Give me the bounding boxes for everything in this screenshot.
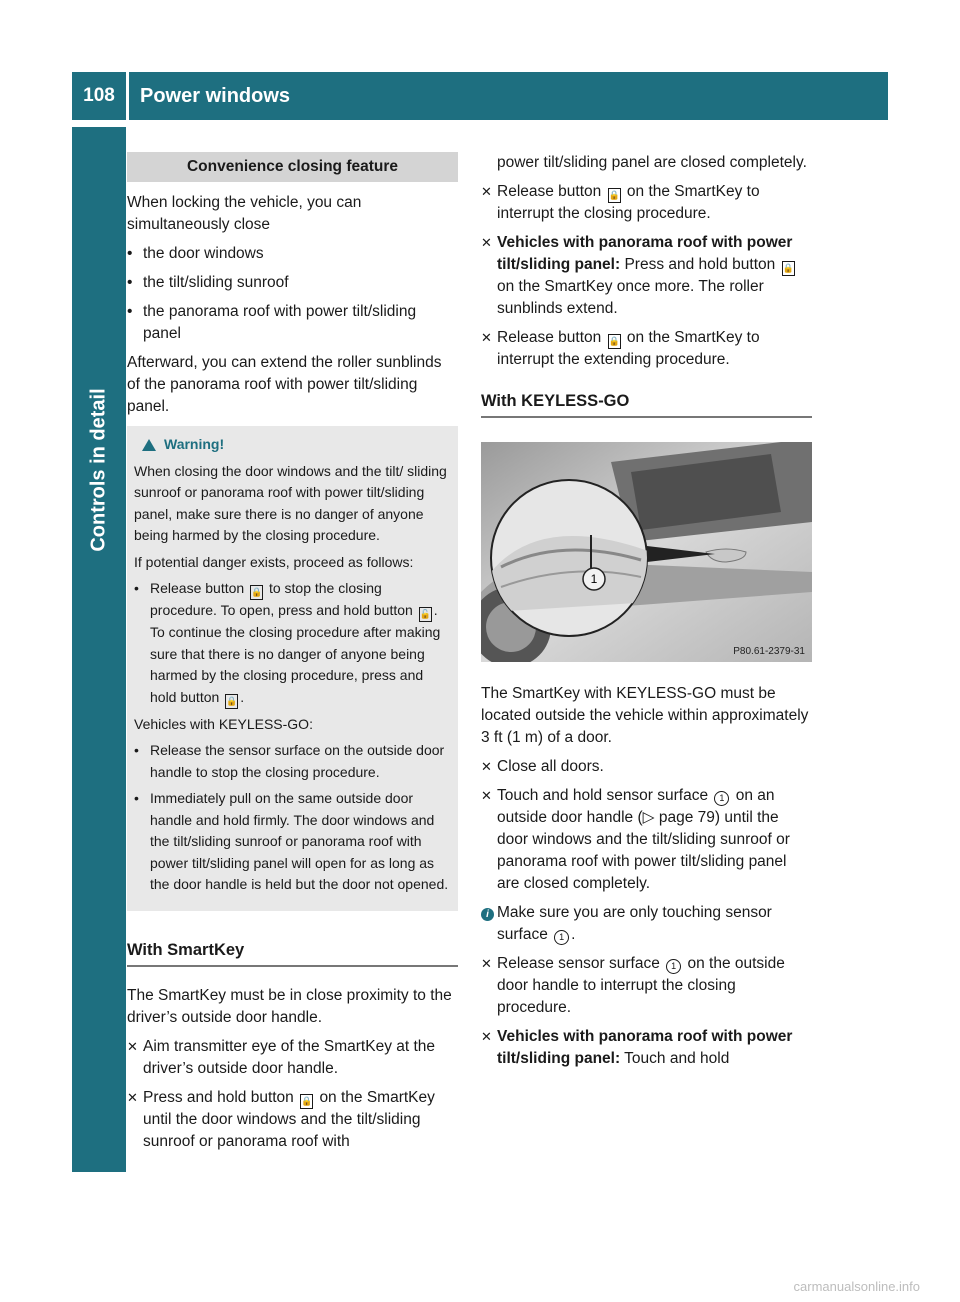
step-item: ✕ Close all doors. xyxy=(481,756,812,778)
convenience-intro: When locking the vehicle, you can simultaneously close xyxy=(127,194,362,233)
list-item: • the door windows xyxy=(127,245,264,262)
page-title: Power windows xyxy=(140,85,291,107)
keyless-intro: The SmartKey with KEYLESS-GO must be located outside the vehicle within approximately 3 ft (1 m) of a door. xyxy=(481,685,809,746)
side-label: Controls in detail xyxy=(87,388,110,552)
arrow-step-icon: ✕ xyxy=(127,1038,138,1054)
info-icon: i xyxy=(481,908,494,921)
callout-1-icon: 1 xyxy=(714,791,729,806)
callout-1-icon: 1 xyxy=(554,930,569,945)
section-heading-smartkey: With SmartKey xyxy=(127,939,458,967)
photo-code: P80.61-2379-31 xyxy=(733,646,805,657)
section-heading-convenience: Convenience closing feature xyxy=(127,152,458,182)
continuation-text: power tilt/sliding panel are closed completely. xyxy=(497,154,807,171)
step-item: ✕ Release button 🔒 on the SmartKey to interrupt the extending procedure. xyxy=(481,327,812,371)
arrow-step-icon: ✕ xyxy=(127,1089,138,1105)
list-item: • the panorama roof with power tilt/sliding panel xyxy=(127,303,417,342)
page-number: 108 xyxy=(83,85,115,106)
step-item: ✕ Release sensor surface 1 on the outside door handle to interrupt the closing procedure. xyxy=(481,953,812,1019)
step-item: ✕ Vehicles with panorama roof with power tilt/sliding panel: Press and hold button 🔒 on the SmartKey once more. The roller sunblinds extend. xyxy=(481,232,812,320)
lock-icon: 🔒 xyxy=(300,1094,313,1109)
side-tab xyxy=(72,127,126,1172)
step-item: ✕ Release button 🔒 on the SmartKey to interrupt the closing procedure. xyxy=(481,181,812,225)
unlock-icon: 🔓 xyxy=(419,607,432,622)
list-item: • Release the sensor surface on the outside door handle to stop the closing procedure. xyxy=(134,742,445,780)
lock-icon: 🔒 xyxy=(608,334,621,349)
right-column xyxy=(481,152,812,1077)
arrow-step-icon: ✕ xyxy=(481,1029,492,1044)
list-item: • the tilt/sliding sunroof xyxy=(127,274,289,291)
arrow-step-icon: ✕ xyxy=(481,184,492,199)
callout-1-icon: 1 xyxy=(666,959,681,974)
arrow-step-icon: ✕ xyxy=(481,759,492,774)
section-heading-keyless: With KEYLESS-GO xyxy=(481,390,812,418)
lock-icon: 🔒 xyxy=(225,694,238,709)
smartkey-intro: The SmartKey must be in close proximity to the driver’s outside door handle. xyxy=(127,986,452,1026)
left-column xyxy=(127,152,458,1160)
lock-icon: 🔒 xyxy=(250,585,263,600)
convenience-after: Afterward, you can extend the roller sunblinds of the panorama roof with power tilt/sliding panel. xyxy=(127,354,442,415)
warning-paragraph: If potential danger exists, proceed as follows: xyxy=(134,553,414,570)
step-item: ✕ Aim transmitter eye of the SmartKey at the driver’s outside door handle. xyxy=(127,1036,458,1080)
step-item: ✕ Touch and hold sensor surface 1 on an outside door handle (▷ page 79) until the door windows and the tilt/sliding sunroof or panorama roof with power tilt/sliding panel are closed completely. xyxy=(481,785,812,895)
arrow-step-icon: ✕ xyxy=(481,235,492,250)
list-item: • Immediately pull on the same outside door handle and hold firmly. The door windows and the tilt/sliding sunroof or panorama roof with power tilt/sliding panel will open for as long as the door handle is held but the door not opened. xyxy=(134,790,449,892)
warning-paragraph: When closing the door windows and the tilt/ sliding sunroof or panorama roof with power tilt/sliding panel, make sure there is no danger of anyone being harmed by the closing procedure. xyxy=(134,462,447,543)
lock-icon: 🔒 xyxy=(608,188,621,203)
warning-title: Warning! xyxy=(134,434,451,456)
lock-icon: 🔒 xyxy=(782,261,795,276)
arrow-step-icon: ✕ xyxy=(481,788,492,803)
door-handle-photo xyxy=(481,442,812,662)
warning-triangle-icon xyxy=(142,439,156,451)
step-item: ✕ Press and hold button 🔒 on the SmartKey until the door windows and the tilt/sliding sunroof or panorama roof with xyxy=(127,1087,458,1153)
keyless-label: Vehicles with KEYLESS-GO: xyxy=(134,715,313,732)
list-item: • Release button 🔒 to stop the closing procedure. To open, press and hold button 🔓 . To continue the closing procedure after making sure that there is no danger of anyone being harmed by the closing procedure, press and hold button 🔒 . xyxy=(134,578,451,709)
warning-box xyxy=(127,426,458,911)
info-note: i Make sure you are only touching sensor surface 1 . xyxy=(481,902,812,946)
header-divider xyxy=(126,72,129,120)
arrow-step-icon: ✕ xyxy=(481,330,492,345)
footer-watermark: carmanualsonline.info xyxy=(793,1279,920,1294)
arrow-step-icon: ✕ xyxy=(481,956,492,971)
callout-number: 1 xyxy=(590,572,598,586)
step-item: ✕ Vehicles with panorama roof with power tilt/sliding panel: Touch and hold xyxy=(481,1026,812,1070)
